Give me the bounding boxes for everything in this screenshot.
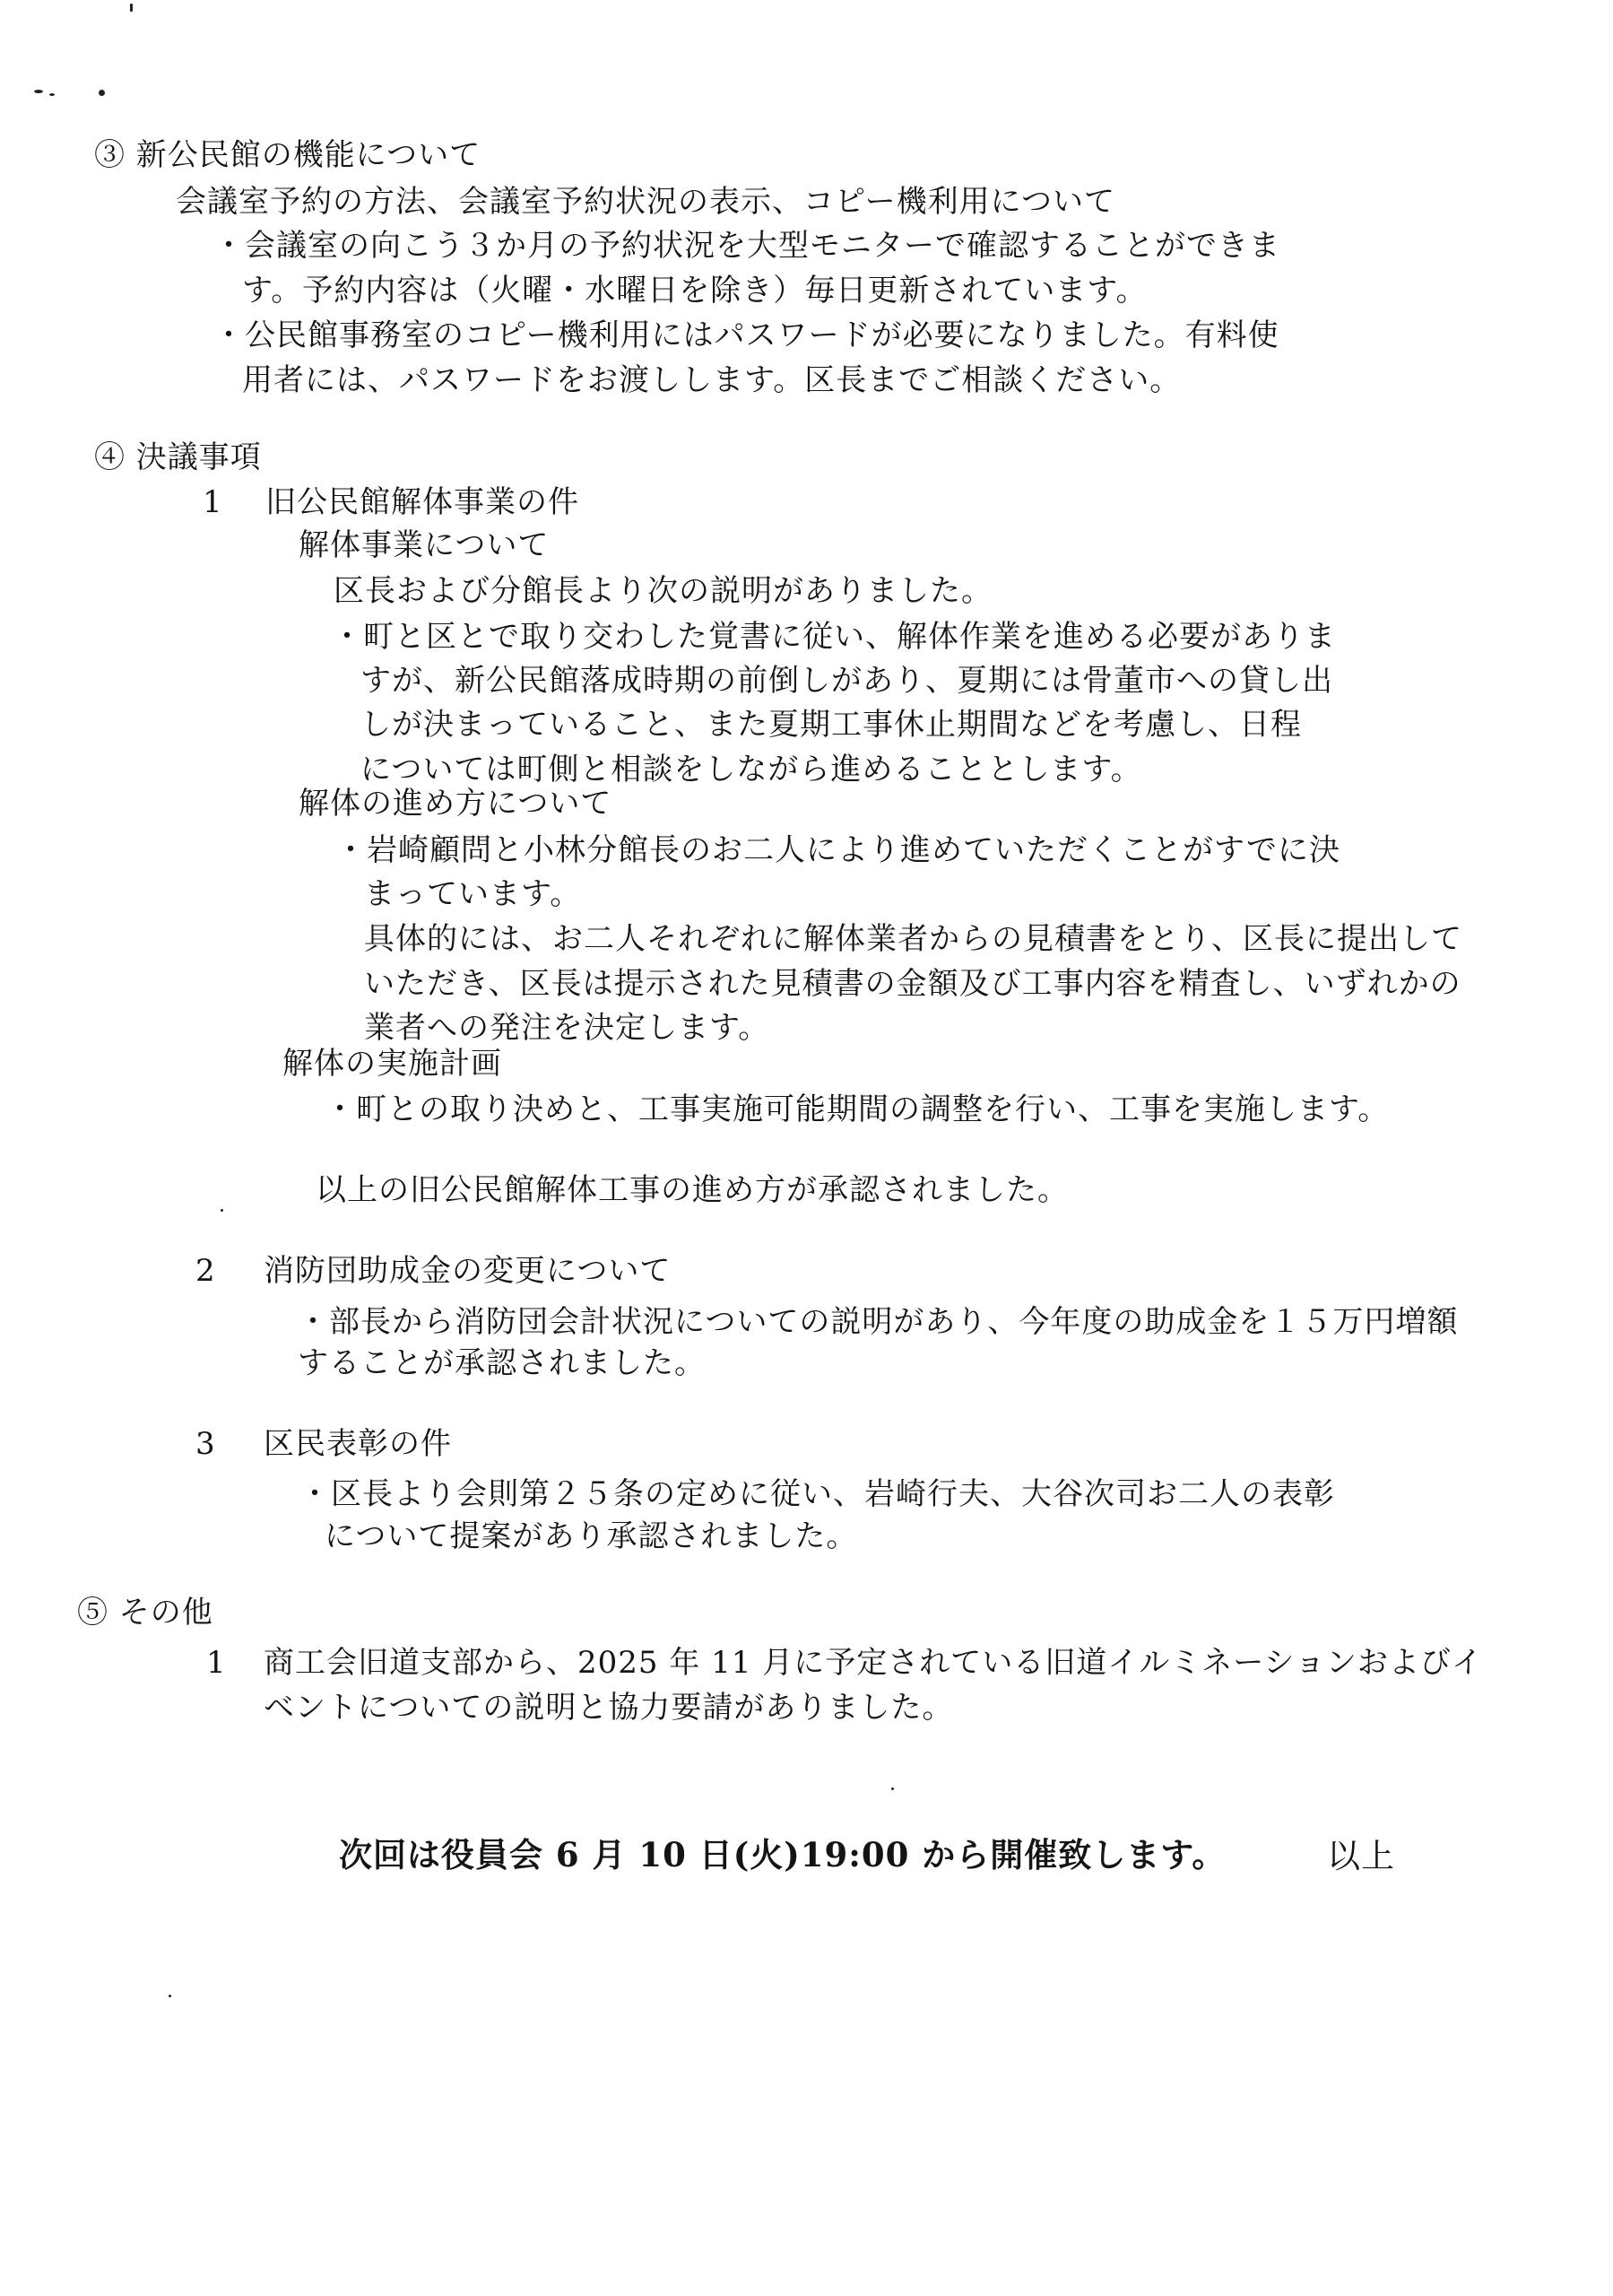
- section3-heading: ③ 新公民館の機能について: [94, 137, 481, 173]
- item1-title: 旧公民館解体事業の件: [265, 484, 579, 520]
- section5-item1-number: 1: [206, 1645, 227, 1681]
- item1-sub1-line1: ・町と区とで取り交わした覚書に従い、解体作業を進める必要がありま: [332, 619, 1336, 655]
- section3-bullet1-line2: す。予約内容は（火曜・水曜日を除き）毎日更新されています。: [242, 273, 1148, 309]
- section3-bullet1-line1: ・会議室の向こう３か月の予約状況を大型モニターで確認することができま: [213, 228, 1280, 264]
- section4-heading: ④ 決議事項: [94, 439, 262, 475]
- scan-speck: [130, 4, 133, 12]
- next-meeting-notice: 次回は役員会 6 月 10 日(火)19:00 から開催致します。: [339, 1835, 1227, 1874]
- item1-sub2-line5: 業者への発注を決定します。: [364, 1010, 770, 1046]
- scan-speck: [34, 90, 43, 93]
- item1-sub3-title: 解体の実施計画: [282, 1046, 502, 1082]
- item1-number: 1: [203, 484, 223, 520]
- item1-sub1-line3: しが決まっていること、また夏期工事休止期間などを考慮し、日程: [360, 707, 1302, 743]
- item1-sub1-line2: すが、新公民館落成時期の前倒しがあり、夏期には骨董市への貸し出: [360, 663, 1333, 699]
- item1-sub2-line4: いただき、区長は提示された見積書の金額及び工事内容を精査し、いずれかの: [364, 966, 1461, 1002]
- section3-subheading: 会議室予約の方法、会議室予約状況の表示、コピー機利用について: [176, 184, 1115, 220]
- section5-item1-line2: ベントについての説明と協力要請がありました。: [264, 1690, 954, 1726]
- item1-sub2-title: 解体の進め方について: [299, 786, 612, 822]
- scan-speck: [169, 1995, 171, 1997]
- item1-sub2-line2: まっています。: [364, 876, 582, 912]
- section5-heading: ⑤ その他: [77, 1595, 213, 1631]
- scan-speck: [49, 93, 55, 96]
- item2-number: 2: [195, 1253, 216, 1289]
- item2-line1: ・部長から消防団会計状況についての説明があり、今年度の助成金を１５万円増額: [298, 1304, 1459, 1340]
- item1-sub1-title: 解体事業について: [299, 527, 550, 563]
- item3-title: 区民表彰の件: [264, 1426, 452, 1462]
- scan-speck: [891, 1787, 894, 1790]
- item1-sub1-intro: 区長および分館長より次の説明がありました。: [334, 573, 993, 609]
- item1-sub2-line1: ・岩崎顧問と小林分館長のお二人により進めていただくことがすでに決: [335, 832, 1341, 868]
- scan-speck: [221, 1209, 223, 1212]
- item1-conclusion: 以上の旧公民館解体工事の進め方が承認されました。: [316, 1172, 1069, 1208]
- item1-sub3-line1: ・町との取り決めと、工事実施可能期間の調整を行い、工事を実施します。: [325, 1091, 1390, 1127]
- end-mark: 以上: [1327, 1837, 1395, 1875]
- item3-line1: ・区長より会則第２５条の定めに従い、岩崎行夫、大谷次司お二人の表彰: [299, 1476, 1335, 1512]
- item1-sub1-line4: については町側と相談をしながら進めることとします。: [360, 752, 1142, 787]
- scan-speck: [99, 90, 105, 96]
- item1-sub2-line3: 具体的には、お二人それぞれに解体業者からの見積書をとり、区長に提出して: [364, 921, 1462, 957]
- item3-line2: について提案があり承認されました。: [325, 1518, 858, 1554]
- section3-bullet2-line1: ・公民館事務室のコピー機利用にはパスワードが必要になりました。有料使: [213, 317, 1279, 353]
- item2-line2: することが承認されました。: [298, 1345, 706, 1381]
- item2-title: 消防団助成金の変更について: [264, 1253, 672, 1289]
- item3-number: 3: [195, 1426, 216, 1462]
- section5-item1-line1: 商工会旧道支部から、2025 年 11 月に予定されている旧道イルミネーションおよびイ: [264, 1645, 1483, 1681]
- section3-bullet2-line2: 用者には、パスワードをお渡しします。区長までご相談ください。: [242, 362, 1182, 398]
